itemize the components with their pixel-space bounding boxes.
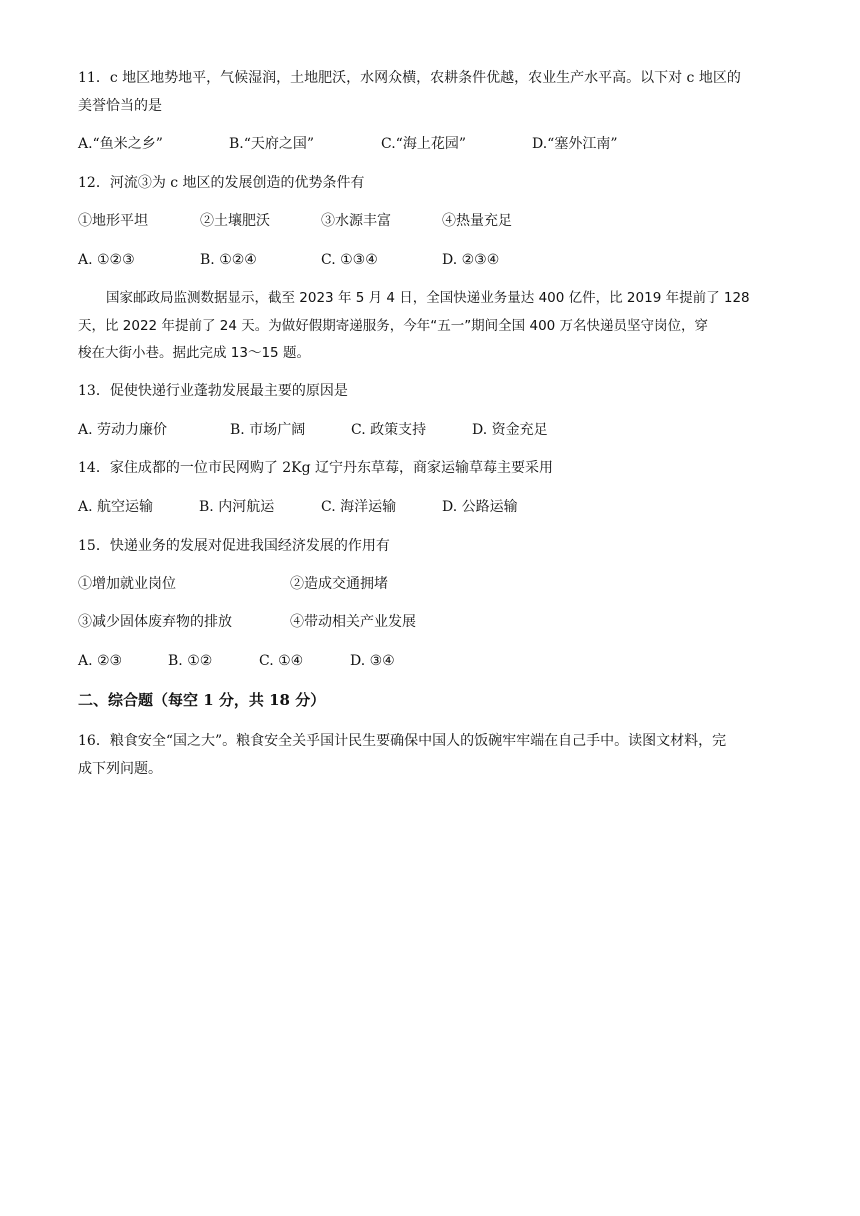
section-heading: 二、综合题（每空 1 分，共 18 分） — [78, 691, 326, 709]
q11-stem-line1: 11．c 地区地势地平，气候湿润，土地肥沃，水网众横，农耕条件优越，农业生产水平高。以下对 c 地区的 — [78, 70, 741, 86]
q15-option-b: B. ①② — [168, 653, 213, 669]
q14-stem: 14．家住成都的一位市民网购了 2Kg 辽宁丹东草莓，商家运输草莓主要采用 — [78, 460, 554, 476]
q15-options — [78, 651, 798, 671]
q12-item-1: ①地形平坦 — [78, 213, 148, 229]
q12-option-c: C. ①③④ — [321, 252, 378, 268]
q14-option-c: C. 海洋运输 — [321, 499, 397, 515]
q12-item-3: ③水源丰富 — [321, 213, 391, 229]
q16-stem-line2: 成下列问题。 — [78, 761, 162, 777]
q12-option-d: D. ②③④ — [442, 252, 500, 268]
q12-option-a: A. ①②③ — [78, 252, 135, 268]
q13-options — [78, 420, 798, 440]
q11-option-a: A.“鱼米之乡” — [78, 136, 163, 152]
q12-option-b: B. ①②④ — [200, 252, 257, 268]
q15-option-d: D. ③④ — [350, 653, 395, 669]
q13-option-c: C. 政策支持 — [351, 422, 427, 438]
q13-stem: 13．促使快递行业蓬勃发展最主要的原因是 — [78, 383, 348, 399]
q15-item-1: ①增加就业岗位 — [78, 576, 176, 592]
q15-option-a: A. ②③ — [78, 653, 123, 669]
q15-items-row1 — [78, 574, 798, 594]
q11-option-d: D.“塞外江南” — [532, 136, 618, 152]
q12-items — [78, 211, 798, 231]
q12-item-2: ②土壤肥沃 — [200, 213, 270, 229]
q12-options — [78, 250, 798, 270]
q11-options — [78, 134, 798, 154]
q11-option-c: C.“海上花园” — [381, 136, 466, 152]
q13-option-d: D. 资金充足 — [472, 422, 548, 438]
q12-stem: 12．河流③为 c 地区的发展创造的优势条件有 — [78, 175, 365, 191]
q13-option-b: B. 市场广阔 — [230, 422, 306, 438]
passage-line1: 国家邮政局监测数据显示，截至 2023 年 5 月 4 日，全国快递业务量达 400 亿件，比 2019 年提前了 128 — [106, 290, 750, 306]
q12-item-4: ④热量充足 — [442, 213, 512, 229]
q15-items-row2 — [78, 612, 798, 632]
q16-stem-line1: 16．粮食安全“国之大”。粮食安全关乎国计民生要确保中国人的饭碗牢牢端在自己手中。读图文材料，完 — [78, 733, 727, 749]
passage-line2: 天，比 2022 年提前了 24 天。为做好假期寄递服务，今年“五一”期间全国 400 万名快递员坚守岗位，穿 — [78, 318, 709, 334]
q14-option-d: D. 公路运输 — [442, 499, 518, 515]
passage-line3: 梭在大街小巷。据此完成 13～15 题。 — [78, 345, 310, 361]
q14-options — [78, 497, 798, 517]
q15-item-4: ④带动相关产业发展 — [290, 614, 416, 630]
q15-stem: 15．快递业务的发展对促进我国经济发展的作用有 — [78, 538, 390, 554]
q11-stem-line2: 美誉恰当的是 — [78, 98, 162, 114]
q13-option-a: A. 劳动力廉价 — [78, 422, 168, 438]
q14-option-b: B. 内河航运 — [199, 499, 275, 515]
q15-item-3: ③减少固体废弃物的排放 — [78, 614, 232, 630]
q11-option-b: B.“天府之国” — [229, 136, 315, 152]
q15-item-2: ②造成交通拥堵 — [290, 576, 388, 592]
q15-option-c: C. ①④ — [259, 653, 304, 669]
q14-option-a: A. 航空运输 — [78, 499, 154, 515]
